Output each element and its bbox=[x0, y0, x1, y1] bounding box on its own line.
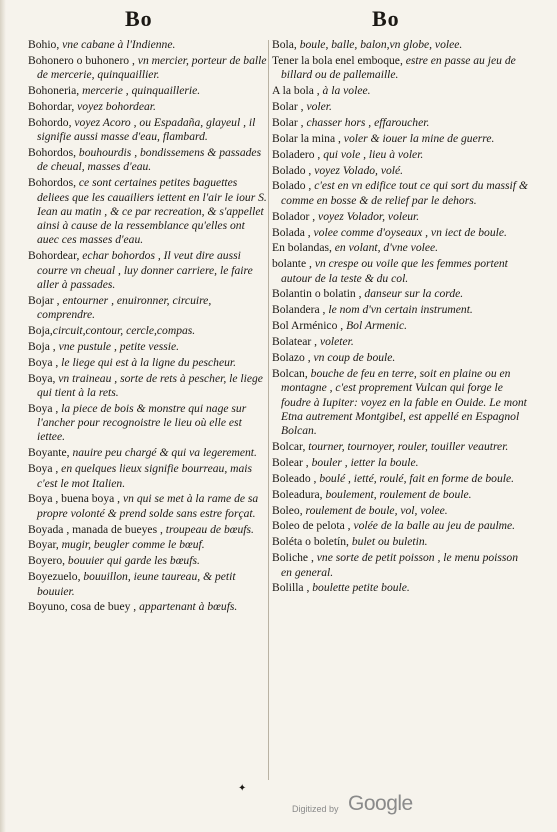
entry-headword: Bojar , bbox=[28, 293, 60, 307]
dictionary-entry bbox=[272, 581, 530, 595]
dictionary-entry bbox=[272, 257, 530, 286]
entry-definition: roulement de boule, vol, volee. bbox=[302, 503, 448, 517]
entry-definition: mercerie , quinquaillerie. bbox=[79, 84, 201, 98]
entry-definition: danseur sur la corde. bbox=[361, 287, 464, 301]
dictionary-entry bbox=[272, 38, 530, 52]
entry-definition: troupeau de bœufs. bbox=[162, 522, 254, 536]
dictionary-entry bbox=[272, 241, 530, 255]
dictionary-entry bbox=[28, 54, 268, 83]
entry-headword: En bolandas, bbox=[272, 241, 332, 255]
dictionary-entry bbox=[28, 402, 268, 445]
entry-definition: volée de la balle au jeu de paulme. bbox=[350, 519, 516, 533]
right-column bbox=[272, 38, 530, 597]
entry-definition: vn qui se met à la rame de sa propre volonté & prend solde sans estre forçat. bbox=[37, 492, 259, 520]
digitized-watermark bbox=[292, 790, 452, 820]
entry-headword: Boyada , manada de bueyes , bbox=[28, 522, 163, 536]
entry-definition: le nom d'vn certain instrument. bbox=[325, 303, 473, 317]
entry-definition: vn coup de boule. bbox=[310, 351, 396, 365]
entry-definition: en volant, d'vne volee. bbox=[331, 241, 439, 255]
entry-definition: boulement, roulement de boule. bbox=[322, 487, 472, 501]
dictionary-entry bbox=[28, 356, 268, 370]
dictionary-entry bbox=[28, 294, 268, 323]
entry-definition: vn crespe ou voile que les femmes portent autour de la teste & du col. bbox=[281, 257, 508, 285]
entry-definition: chasser hors , effaroucher. bbox=[303, 115, 430, 129]
entry-definition: vne sorte de petit poisson , le menu poisson en general. bbox=[281, 551, 519, 579]
dictionary-entry bbox=[272, 472, 530, 486]
entry-headword: Bolador , bbox=[272, 209, 319, 223]
entry-headword: Boya , bbox=[28, 401, 59, 415]
page-gutter-shadow bbox=[0, 0, 6, 832]
entry-definition: Bol Armenic. bbox=[343, 319, 408, 333]
dictionary-entry bbox=[272, 132, 530, 146]
entry-definition: la piece de bois & monstre qui nage sur l'ancher pour recognoistre le lieu où elle est iettee. bbox=[37, 401, 247, 444]
entry-definition: bulet ou buletin. bbox=[348, 535, 428, 549]
entry-headword: Bolandera , bbox=[272, 303, 326, 317]
dictionary-entry bbox=[272, 303, 530, 317]
entry-headword: Boleo, bbox=[272, 503, 303, 517]
dictionary-entry bbox=[272, 179, 530, 208]
dictionary-entry bbox=[272, 226, 530, 240]
entry-definition: bouler , ietter la boule. bbox=[308, 455, 419, 469]
dictionary-entry bbox=[272, 519, 530, 533]
entry-definition: circuit,contour, cercle,compas. bbox=[52, 323, 196, 337]
entry-headword: Bohoneria, bbox=[28, 84, 80, 98]
dictionary-entry bbox=[272, 287, 530, 301]
dictionary-entry bbox=[272, 148, 530, 162]
entry-headword: Tener la bola enel emboque, bbox=[272, 53, 403, 67]
dictionary-entry bbox=[28, 554, 268, 568]
entry-headword: Boyezuelo, bbox=[28, 570, 81, 584]
dictionary-entry bbox=[272, 488, 530, 502]
entry-definition: voleter. bbox=[317, 335, 354, 349]
entry-definition: voler. bbox=[303, 99, 332, 113]
entry-definition: qui vole , lieu à voler. bbox=[320, 147, 424, 161]
dictionary-entry bbox=[272, 551, 530, 580]
dictionary-entry bbox=[272, 84, 530, 98]
dictionary-entry bbox=[272, 440, 530, 454]
dictionary-entry bbox=[28, 249, 268, 292]
dictionary-entry bbox=[28, 116, 268, 145]
running-header bbox=[0, 6, 557, 40]
entry-headword: Bohonero o buhonero , bbox=[28, 53, 135, 67]
dictionary-entry bbox=[272, 504, 530, 518]
dictionary-entry bbox=[28, 372, 268, 401]
google-logo: Google bbox=[348, 792, 413, 815]
entry-headword: Boyero, bbox=[28, 554, 66, 568]
entry-headword: Bohio, bbox=[28, 38, 60, 51]
entry-definition: vn mercier, porteur de balle de mercerie, quinquaillier. bbox=[37, 53, 267, 82]
dictionary-entry bbox=[28, 570, 268, 599]
dictionary-entry bbox=[272, 456, 530, 470]
entry-definition: appartenant à bœufs. bbox=[136, 600, 238, 614]
dictionary-entry bbox=[272, 367, 530, 438]
dictionary-entry bbox=[272, 116, 530, 130]
entry-headword: Bohordear, bbox=[28, 249, 83, 263]
entry-definition: bouhourdis , bondissemens & passades de cheual, masses d'eau. bbox=[37, 146, 262, 174]
dictionary-entry bbox=[28, 492, 268, 521]
entry-definition: le liege qui est à la ligne du pescheur. bbox=[58, 355, 237, 369]
dictionary-entry bbox=[28, 523, 268, 537]
entry-headword: Boya , bbox=[28, 355, 59, 369]
entry-headword: Bolcar, bbox=[272, 440, 306, 453]
dictionary-entry bbox=[28, 100, 268, 114]
entry-definition: bouuier qui garde les bœufs. bbox=[65, 554, 200, 568]
entry-definition: bouuillon, ieune taureau, & petit bouuier. bbox=[37, 570, 236, 598]
entry-definition: à la volee. bbox=[319, 84, 371, 98]
entry-headword: Bohordos, bbox=[28, 176, 76, 190]
dictionary-entry bbox=[272, 535, 530, 549]
dictionary-entry bbox=[272, 210, 530, 224]
dictionary-entry bbox=[272, 164, 530, 178]
entry-definition: voler & iouer la mine de guerre. bbox=[340, 131, 495, 145]
entry-headword: Bolantin o bolatin , bbox=[272, 287, 362, 301]
entry-definition: nauire peu chargé & qui va legerement. bbox=[72, 446, 257, 460]
dictionary-entry bbox=[28, 176, 268, 247]
entry-headword: Boleo de pelota , bbox=[272, 519, 351, 533]
entry-headword: A la bola , bbox=[272, 84, 320, 98]
entry-headword: Bolado , bbox=[272, 179, 312, 193]
entry-definition: voyez Volado, volé. bbox=[311, 163, 404, 177]
entry-definition: bouche de feu en terre, soit en plaine ou en montagne , c'est proprement Vulcan qui forge le foudre à Iupiter: voyez en la fable en Ouide. Le mont Etna autrement Montgibel, est appellé en Espagnol Bolcan. bbox=[281, 366, 527, 438]
entry-headword: Boya , buena boya , bbox=[28, 492, 121, 506]
dictionary-entry bbox=[28, 600, 268, 614]
entry-headword: Boleado , bbox=[272, 471, 317, 485]
entry-headword: Boladero , bbox=[272, 147, 321, 161]
entry-headword: Bolar , bbox=[272, 99, 304, 113]
header-left: Bo bbox=[125, 6, 153, 31]
dictionary-entry bbox=[28, 340, 268, 354]
entry-headword: Boliche , bbox=[272, 551, 314, 565]
entry-headword: Boya , bbox=[28, 462, 59, 476]
entry-headword: Bolear , bbox=[272, 455, 309, 469]
dictionary-entry bbox=[28, 462, 268, 491]
entry-definition: ce sont certaines petites baguettes deliees que les cauailiers iettent en l'air le iour S. Iean au matin , & ce par recreation, & s'appellet ainsi à cause de la ressemblance qu'elles ont auec ces masses d'eau. bbox=[37, 176, 267, 247]
entry-definition: volee comme d'oyseaux , vn iect de boule. bbox=[310, 225, 507, 239]
dictionary-entry bbox=[272, 54, 530, 83]
entry-definition: estre en passe au jeu de billard ou de pallemaille. bbox=[281, 53, 516, 82]
entry-headword: Bolar la mina , bbox=[272, 131, 341, 145]
entry-definition: entourner , enuironner, circuire, comprendre. bbox=[37, 293, 212, 322]
digitized-by-label: Digitized by bbox=[292, 804, 339, 814]
entry-definition: boulette petite boule. bbox=[309, 581, 410, 595]
entry-headword: Bolar , bbox=[272, 115, 304, 129]
dictionary-entry bbox=[28, 146, 268, 175]
entry-definition: voyez Acoro , ou Espadaña, glayeul , il signifie aussi masse d'eau, flambard. bbox=[37, 115, 256, 144]
entry-definition: en quelques lieux signifie bourreau, mais c'est le mot Italien. bbox=[37, 462, 253, 490]
left-column bbox=[28, 38, 268, 616]
entry-headword: Bohordos, bbox=[28, 146, 76, 160]
dictionary-entry bbox=[28, 38, 268, 52]
entry-definition: boule, balle, balon,vn globe, volee. bbox=[296, 38, 463, 51]
dictionary-entry bbox=[272, 335, 530, 349]
entry-definition: vn traineau , sorte de rets à pescher, le liege qui tient à la rets. bbox=[37, 371, 263, 399]
entry-definition: vne cabane à l'Indienne. bbox=[59, 38, 176, 51]
dictionary-entry bbox=[28, 446, 268, 460]
entry-definition: voyez Volador, voleur. bbox=[318, 209, 420, 223]
dictionary-entry bbox=[272, 351, 530, 365]
entry-definition: c'est en vn edifice tout ce qui sort du massif & comme en bosse & de relief par le dehors. bbox=[281, 179, 528, 207]
dictionary-entry bbox=[272, 100, 530, 114]
dictionary-entry bbox=[28, 84, 268, 98]
entry-headword: Bolazo , bbox=[272, 351, 311, 365]
bottom-ornament: ✦ bbox=[238, 783, 247, 794]
entry-definition: vne pustule , petite vessie. bbox=[55, 339, 180, 353]
entry-headword: bolante , bbox=[272, 257, 312, 271]
entry-headword: Boyante, bbox=[28, 446, 73, 460]
column-divider bbox=[268, 40, 269, 780]
entry-headword: Boyuno, cosa de buey , bbox=[28, 600, 137, 614]
entry-headword: Bolatear , bbox=[272, 335, 318, 349]
entry-definition: voyez bohordear. bbox=[77, 99, 156, 113]
entry-definition: boulé , ietté, roulé, fait en forme de boule. bbox=[316, 471, 515, 485]
entry-headword: Boleadura, bbox=[272, 487, 323, 501]
entry-headword: Bola, bbox=[272, 38, 297, 51]
entry-headword: Bol Arménico , bbox=[272, 319, 344, 333]
dictionary-entry bbox=[272, 319, 530, 333]
dictionary-entry bbox=[28, 324, 268, 338]
entry-headword: Bolado , bbox=[272, 163, 312, 177]
header-right: Bo bbox=[372, 6, 400, 31]
entry-headword: Bolcan, bbox=[272, 366, 308, 380]
entry-headword: Bolilla , bbox=[272, 581, 310, 595]
entry-definition: tourner, tournoyer, rouler, touiller veautrer. bbox=[305, 440, 509, 453]
dictionary-entry bbox=[28, 538, 268, 552]
entry-headword: Bolada , bbox=[272, 225, 311, 239]
entry-headword: Boléta o boletín, bbox=[272, 535, 349, 549]
entry-headword: Bohordo, bbox=[28, 115, 75, 129]
entry-headword: Bohordar, bbox=[28, 99, 78, 113]
entry-definition: echar bohordos , Il veut dire aussi courre vn cheual , luy donner carriere, le faire aller à passades. bbox=[37, 249, 253, 291]
entry-definition: mugir, beugler comme le bœuf. bbox=[58, 538, 205, 552]
entry-headword: Boja , bbox=[28, 339, 56, 353]
entry-headword: Boyar, bbox=[28, 538, 59, 552]
entry-headword: Boja, bbox=[28, 323, 53, 337]
entry-headword: Boya, bbox=[28, 371, 56, 385]
